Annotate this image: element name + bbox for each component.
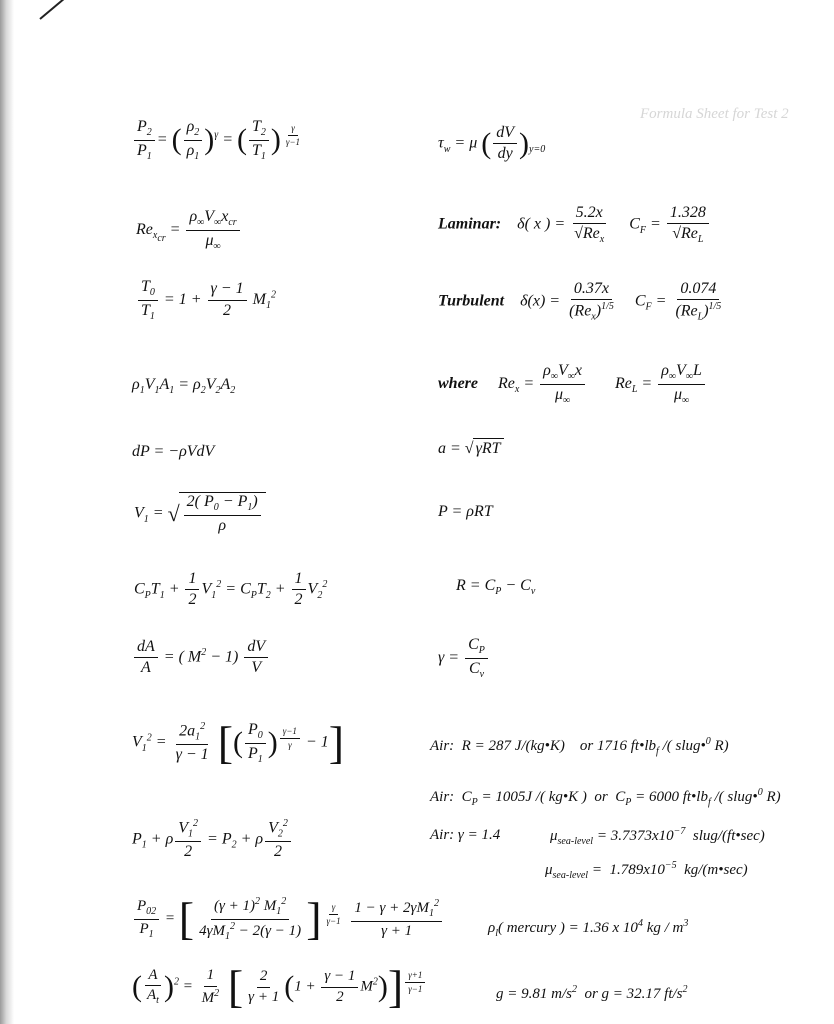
area-velocity-relation: $\frac{dA}{A}$ = ( $M^2 - 1$) $\frac{dV}{V}$: [132, 638, 270, 678]
laminar-boundary-layer: Laminar: δ( x ) = $\frac{5.2x}{√Re_x}$ $C_F$ = $\frac{1.328}{√Re_L}$: [438, 204, 711, 246]
turbulent-label: Turbulent: [438, 292, 505, 310]
velocity-equation: $V_1$ = √ $\frac{2( P_0 - P_1)}{\rho}$: [134, 492, 266, 535]
air-gamma: Air: γ = 1.4: [430, 827, 501, 843]
continuity-equation: $\rho_1V_1A_1 = \rho_2V_2A_2$: [132, 376, 236, 397]
euler-equation: dP = −ρVdV: [132, 443, 215, 460]
critical-reynolds: $Re_{x_{cr}}$ = $\frac{\rho_\infty V_\infty x_{cr}}{\mu_\infty}$: [136, 208, 242, 252]
bleed-through-heading: Formula Sheet for Test 2: [640, 106, 789, 122]
turbulent-boundary-layer: Turbulent δ(x) = $\frac{0.37x}{(Re_x)^{1/5}}$ $C_F$ = $\frac{0.074}{(Re_L)^{1/5}}$: [438, 280, 722, 323]
speed-of-sound: a = √ γRT: [438, 438, 504, 458]
sea-level-viscosity-english: $\mu_{sea-level} = 3.7373x10^{-7}$ slug/(ft•sec): [550, 826, 765, 847]
stagnation-temperature: $\frac{T_0}{T_1}$ = 1 + $\frac{\gamma - 1}{2}$ $M_1^2$: [136, 278, 276, 322]
where-label: where: [438, 374, 478, 392]
sea-level-viscosity-si: $\mu_{sea-level} = 1.789x10^{-5}$ kg/(m•sec): [545, 860, 748, 881]
area-mach-relation: ( $\frac{A}{A_t}$ )$^2$ = $\frac{1}{M^2}$ [ $\frac{2}{\gamma + 1}$ (1 + $\frac{\gamma - 1}{2}$ $M^2$)] $^{\frac{\gamma+1}{\gamma-1}}$: [132, 964, 427, 1010]
bernoulli-equation: $P_1 + \rho$ $\frac{V_1^2}{2}$ = $P_2 + \rho$ $\frac{V_2^2}{2}$: [132, 818, 293, 861]
reynolds-definitions: where $Re_x$ = $\frac{\rho_\infty V_\infty x}{\mu_\infty}$ $Re_L$ = $\frac{\rho_\infty V_\infty L}{\mu_\infty}$: [438, 362, 707, 406]
pen-mark: [39, 0, 72, 20]
energy-equation: $C_PT_1$ + $\frac{1}{2}$ $V_1^2 = C_PT_2$ + $\frac{1}{2}$ $V_2^2$: [134, 570, 328, 609]
mercury-density: $\rho_l$( mercury ) = 1.36 x $10^4$ kg / $m^3$: [488, 918, 689, 939]
pitot-rayleigh: $\frac{P_{02}}{P_1}$ = [ $\frac{(\gamma + 1)^2 M_1^2}{4\gamma M_1^2 - 2(\gamma - 1)}$ ] $^{\frac{\gamma}{\gamma-1}}$ $\frac{1 - \gamma + 2\gamma M_1^2}{\gamma + 1}$: [132, 896, 444, 942]
page-edge-shadow: [0, 0, 14, 1024]
gas-constant-relation: $R = C_P - C_v$: [456, 577, 536, 598]
ideal-gas-law: P = ρRT: [438, 503, 493, 520]
laminar-label: Laminar:: [438, 215, 502, 233]
air-gas-constant: Air: R = 287 J/(kg•K) or 1716 $ft•lb_f$ /( slug•$^0$ R): [430, 736, 729, 757]
specific-heat-ratio: γ = $\frac{C_P}{C_v}$: [438, 636, 490, 680]
compressible-velocity: $V_1^2$ = $\frac{2a_1^2}{\gamma - 1}$ [( $\frac{P_0}{P_1}$ ) $^{\frac{\gamma-1}{\gamma}}$ − 1]: [132, 717, 345, 768]
air-specific-heat: Air: $C_P = 1005J$ /( kg•K ) or $C_P = 6000$ $ft•lb_f$ /( slug•$^0$ R): [430, 787, 781, 808]
isentropic-relation: $\frac{P_2}{P_1}$ = ( $\frac{\rho_2}{\rho_1}$ )$^\gamma$ = ( $\frac{T_2}{T_1}$ ) $^{\frac{\gamma}{\gamma-1}}$: [132, 118, 305, 162]
gravity-constant: g = 9.81 $m/s^2$ or g = 32.17 $ft/s^2$: [496, 984, 688, 1002]
wall-shear-stress: $\tau_w = \mu$ ( $\frac{dV}{dy}$ )$_{y=0}$: [438, 124, 546, 163]
